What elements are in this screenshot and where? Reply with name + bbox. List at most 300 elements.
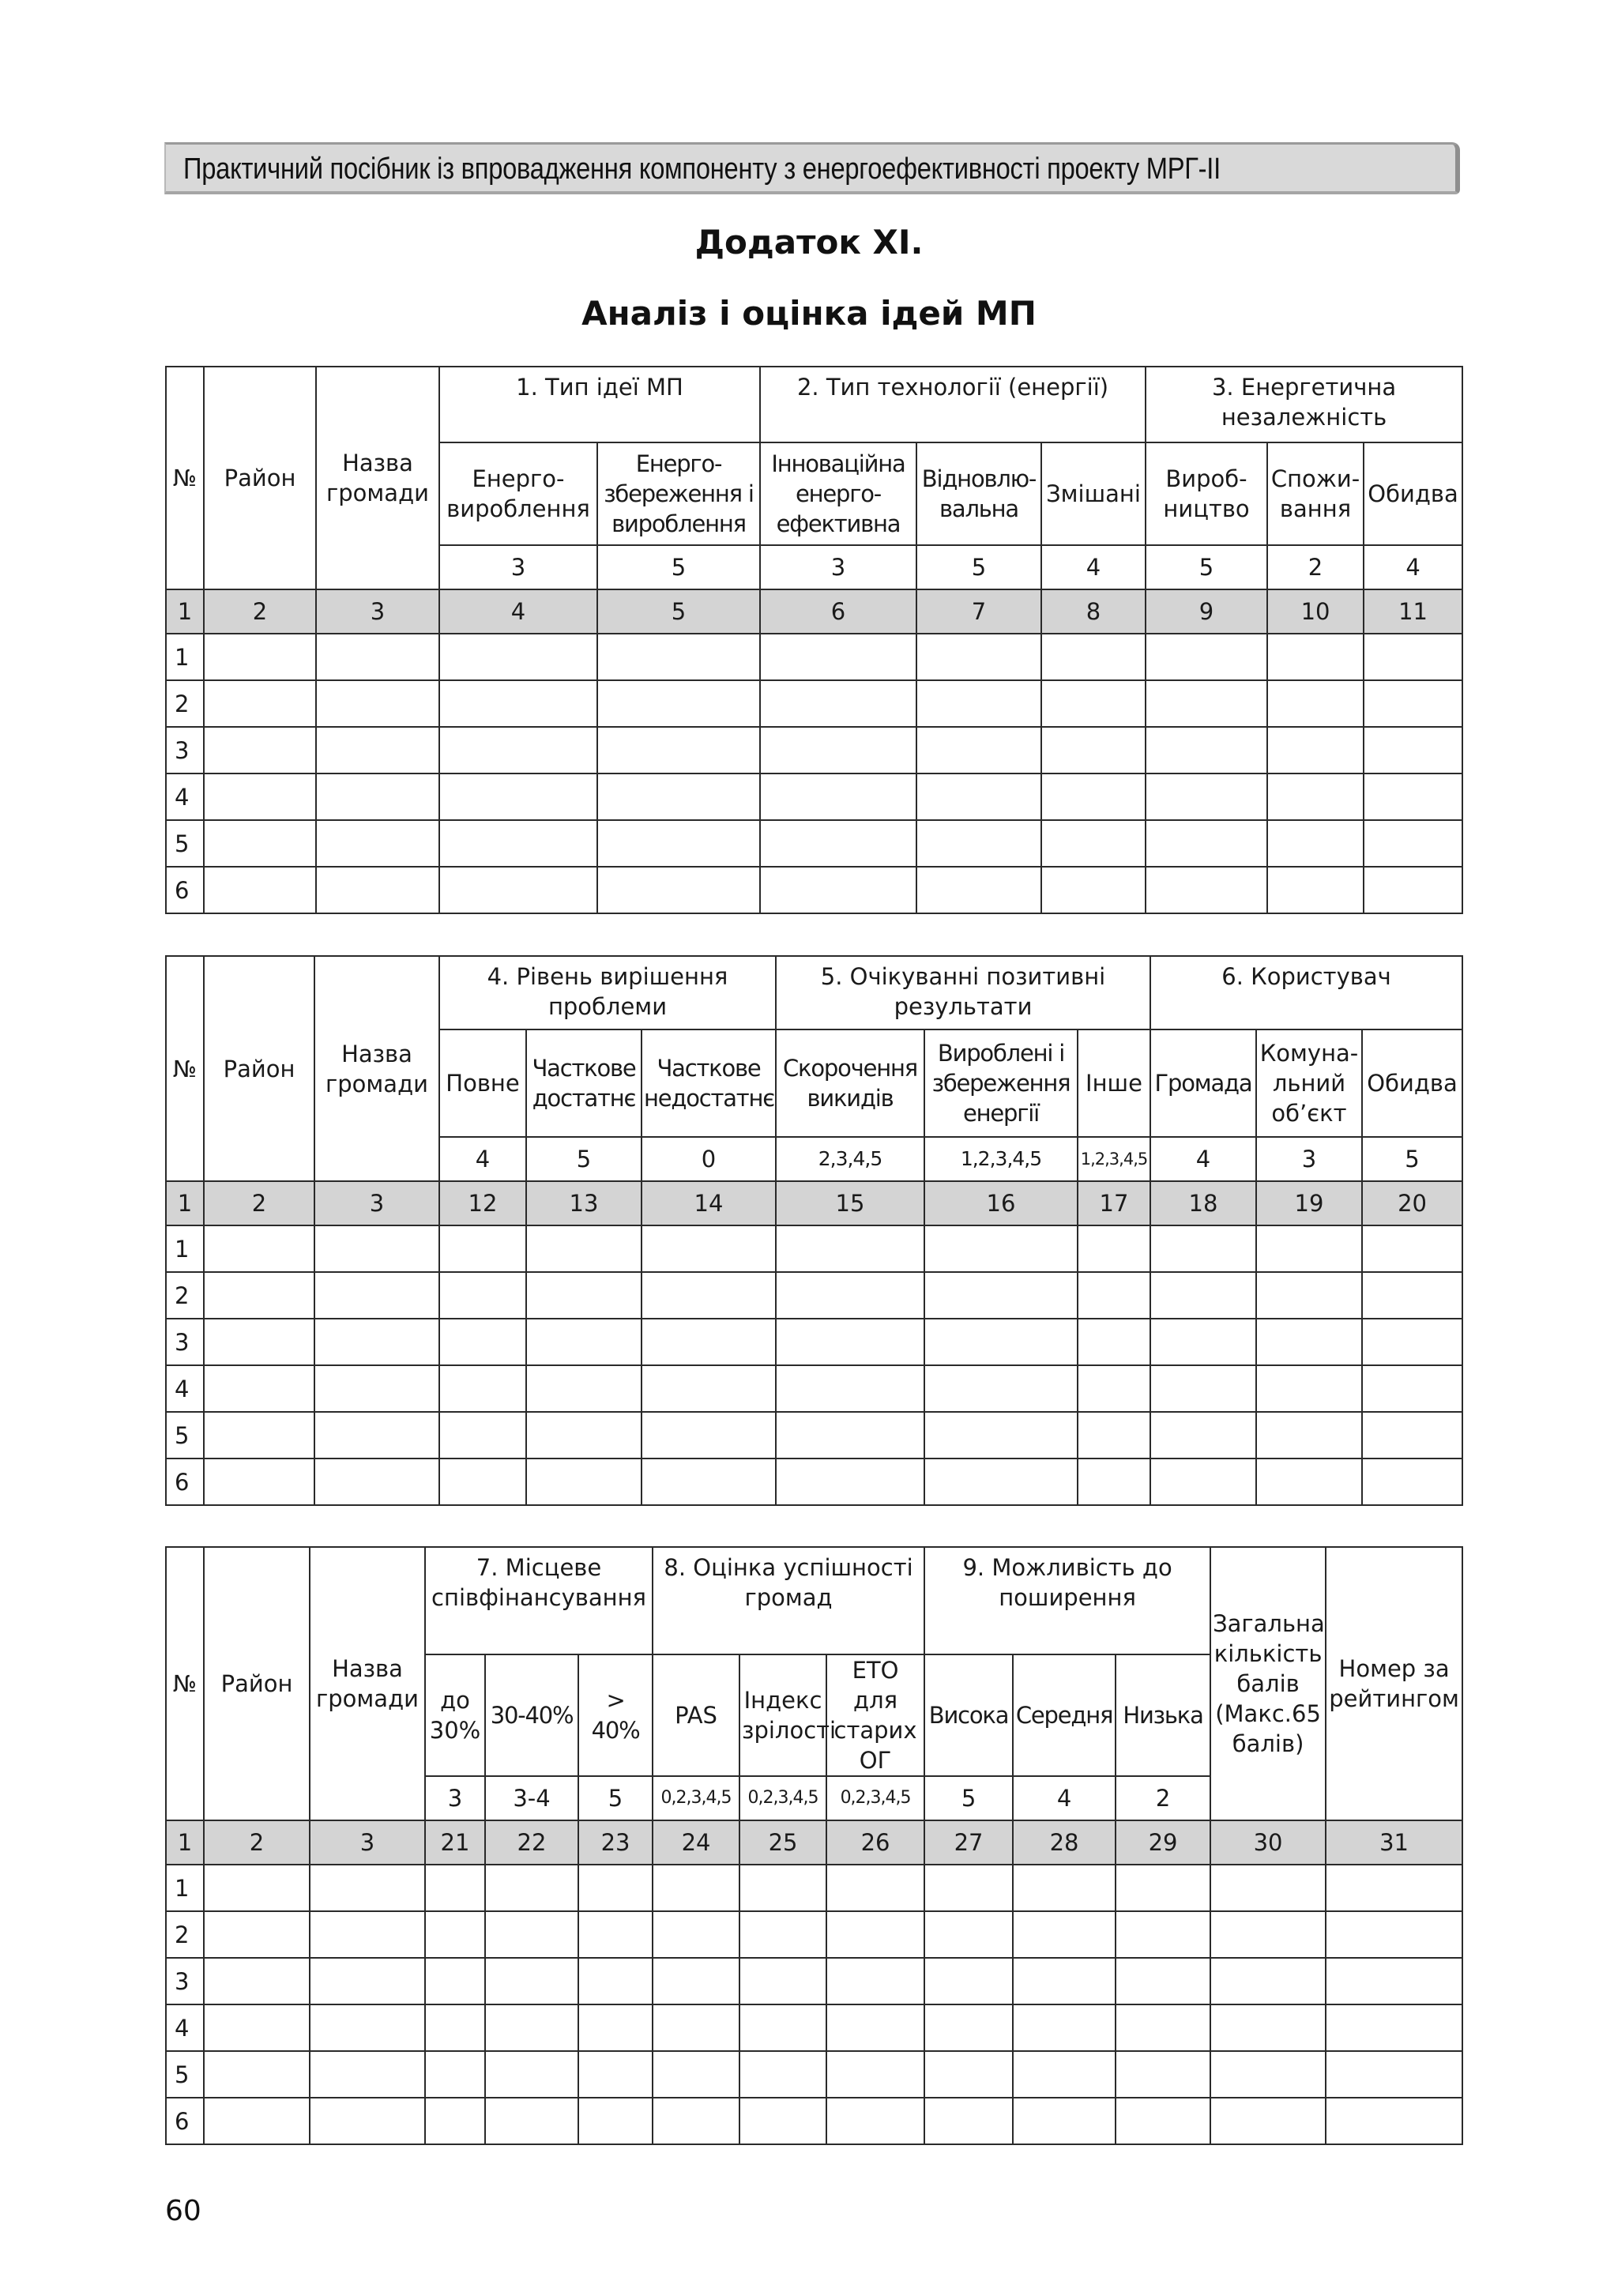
entry-cell[interactable]	[204, 1272, 314, 1319]
entry-cell[interactable]	[316, 820, 439, 867]
entry-cell[interactable]	[776, 1459, 924, 1505]
entry-cell[interactable]	[826, 1958, 924, 2004]
column-number: 17	[1078, 1181, 1150, 1225]
entry-cell[interactable]	[924, 1319, 1078, 1365]
group-technology-type: 2. Тип технології (енергії)	[760, 367, 1146, 442]
entry-cell[interactable]	[526, 1225, 642, 1272]
entry-cell[interactable]	[1116, 1958, 1210, 2004]
entry-cell[interactable]	[1364, 727, 1462, 773]
entry-cell[interactable]	[439, 820, 597, 867]
row-number: 5	[166, 1412, 204, 1459]
entry-cell[interactable]	[204, 1459, 314, 1505]
entry-cell[interactable]	[776, 1412, 924, 1459]
header-community: Назва громади	[310, 1547, 425, 1820]
entry-cell[interactable]	[204, 2098, 310, 2144]
entry-cell[interactable]	[204, 1911, 310, 1958]
sub-header: до 30%	[425, 1654, 485, 1776]
running-header-text: Практичний посібник із впровадження компоненту з енергоефективності проекту МРГ-ІІ	[183, 152, 1221, 186]
entry-cell[interactable]	[776, 1272, 924, 1319]
row-number: 1	[166, 634, 204, 680]
entry-cell[interactable]	[1326, 1958, 1462, 2004]
entry-cell[interactable]	[1116, 1911, 1210, 1958]
entry-cell[interactable]	[916, 773, 1041, 820]
entry-cell[interactable]	[1078, 1459, 1150, 1505]
score-cell: 0,2,3,4,5	[739, 1776, 826, 1820]
sub-header: > 40%	[578, 1654, 653, 1776]
entry-cell[interactable]	[526, 1412, 642, 1459]
entry-cell[interactable]	[1256, 1459, 1362, 1505]
entry-cell[interactable]	[739, 2098, 826, 2144]
row-number: 5	[166, 2051, 204, 2098]
entry-cell[interactable]	[425, 1865, 485, 1911]
entry-cell[interactable]	[316, 727, 439, 773]
entry-cell[interactable]	[578, 1958, 653, 2004]
score-cell: 2	[1116, 1776, 1210, 1820]
entry-cell[interactable]	[924, 1412, 1078, 1459]
entry-cell[interactable]	[1362, 1225, 1462, 1272]
sub-header: Енерго-вироблення	[439, 442, 597, 545]
row-number: 4	[166, 1365, 204, 1412]
score-cell: 2	[1267, 545, 1364, 589]
header-rank: Номер за рейтингом	[1326, 1547, 1462, 1820]
entry-cell[interactable]	[1267, 773, 1364, 820]
column-number: 22	[485, 1820, 578, 1865]
entry-cell[interactable]	[439, 680, 597, 727]
entry-cell[interactable]	[439, 1225, 526, 1272]
entry-cell[interactable]	[1364, 867, 1462, 913]
entry-cell[interactable]	[204, 680, 316, 727]
entry-cell[interactable]	[1013, 2004, 1116, 2051]
entry-cell[interactable]	[826, 2051, 924, 2098]
row-number: 2	[166, 680, 204, 727]
table-idea-type	[165, 366, 1463, 914]
column-number: 11	[1364, 589, 1462, 634]
entry-cell[interactable]	[314, 1412, 439, 1459]
sub-header: Обидва	[1362, 1029, 1462, 1137]
score-cell: 4	[1041, 545, 1146, 589]
entry-cell[interactable]	[1078, 1225, 1150, 1272]
entry-cell[interactable]	[1256, 1225, 1362, 1272]
entry-cell[interactable]	[1267, 820, 1364, 867]
entry-cell[interactable]	[1078, 1365, 1150, 1412]
entry-cell[interactable]	[1364, 773, 1462, 820]
entry-cell[interactable]	[1210, 2004, 1326, 2051]
row-number: 5	[166, 820, 204, 867]
entry-cell[interactable]	[1146, 680, 1267, 727]
entry-cell[interactable]	[1146, 867, 1267, 913]
entry-cell[interactable]	[1326, 2098, 1462, 2144]
entry-cell[interactable]	[826, 2004, 924, 2051]
group-cofinancing: 7. Місцеве співфінансування	[425, 1547, 653, 1654]
row-number: 4	[166, 2004, 204, 2051]
entry-cell[interactable]	[1210, 1865, 1326, 1911]
entry-cell[interactable]	[924, 1911, 1013, 1958]
entry-cell[interactable]	[1362, 1412, 1462, 1459]
entry-cell[interactable]	[314, 1272, 439, 1319]
score-cell: 5	[1146, 545, 1267, 589]
entry-cell[interactable]	[760, 773, 916, 820]
entry-cell[interactable]	[739, 2004, 826, 2051]
entry-cell[interactable]	[924, 1272, 1078, 1319]
sub-header: Низька	[1116, 1654, 1210, 1776]
entry-cell[interactable]	[1013, 2051, 1116, 2098]
entry-cell[interactable]	[526, 1459, 642, 1505]
score-cell: 5	[1362, 1137, 1462, 1181]
entry-cell[interactable]	[439, 1459, 526, 1505]
entry-cell[interactable]	[597, 820, 760, 867]
entry-cell[interactable]	[916, 820, 1041, 867]
entry-cell[interactable]	[924, 2004, 1013, 2051]
column-number: 7	[916, 589, 1041, 634]
entry-cell[interactable]	[1146, 820, 1267, 867]
sub-header: Енерго-збереження і вироблення	[597, 442, 760, 545]
entry-cell[interactable]	[1078, 1412, 1150, 1459]
entry-cell[interactable]	[916, 634, 1041, 680]
entry-cell[interactable]	[204, 634, 316, 680]
entry-cell[interactable]	[1116, 2098, 1210, 2144]
entry-cell[interactable]	[1150, 1225, 1256, 1272]
entry-cell[interactable]	[439, 867, 597, 913]
entry-cell[interactable]	[653, 1911, 739, 1958]
entry-cell[interactable]	[204, 2004, 310, 2051]
score-cell: 4	[1150, 1137, 1256, 1181]
entry-cell[interactable]	[439, 1412, 526, 1459]
entry-cell[interactable]	[439, 634, 597, 680]
entry-cell[interactable]	[653, 2004, 739, 2051]
entry-cell[interactable]	[1150, 1365, 1256, 1412]
header-no: №	[166, 956, 204, 1181]
entry-cell[interactable]	[739, 1865, 826, 1911]
column-number: 21	[425, 1820, 485, 1865]
column-number: 29	[1116, 1820, 1210, 1865]
entry-cell[interactable]	[425, 2098, 485, 2144]
entry-cell[interactable]	[1041, 773, 1146, 820]
group-success-assessment: 8. Оцінка успішності громад	[653, 1547, 924, 1654]
entry-cell[interactable]	[439, 773, 597, 820]
entry-cell[interactable]	[425, 1958, 485, 2004]
column-number: 2	[204, 1181, 314, 1225]
column-number: 3	[316, 589, 439, 634]
entry-cell[interactable]	[1267, 634, 1364, 680]
entry-cell[interactable]	[916, 680, 1041, 727]
entry-cell[interactable]	[760, 727, 916, 773]
entry-cell[interactable]	[642, 1272, 776, 1319]
entry-cell[interactable]	[578, 2098, 653, 2144]
row-number: 6	[166, 2098, 204, 2144]
running-header	[164, 142, 1460, 194]
column-number: 5	[597, 589, 760, 634]
entry-cell[interactable]	[1362, 1272, 1462, 1319]
entry-cell[interactable]	[204, 1365, 314, 1412]
entry-cell[interactable]	[1150, 1272, 1256, 1319]
row-number: 3	[166, 1319, 204, 1365]
column-number: 18	[1150, 1181, 1256, 1225]
score-cell: 5	[924, 1776, 1013, 1820]
column-number: 1	[166, 589, 204, 634]
column-number: 2	[204, 1820, 310, 1865]
entry-cell[interactable]	[439, 1365, 526, 1412]
entry-cell[interactable]	[485, 2051, 578, 2098]
entry-cell[interactable]	[1150, 1412, 1256, 1459]
entry-cell[interactable]	[1150, 1459, 1256, 1505]
entry-cell[interactable]	[485, 2004, 578, 2051]
row-number: 1	[166, 1225, 204, 1272]
entry-cell[interactable]	[1256, 1365, 1362, 1412]
column-number: 8	[1041, 589, 1146, 634]
sub-header: Відновлю-вальна	[916, 442, 1041, 545]
entry-cell[interactable]	[526, 1319, 642, 1365]
entry-cell[interactable]	[485, 1958, 578, 2004]
entry-cell[interactable]	[1210, 2098, 1326, 2144]
entry-cell[interactable]	[1116, 2004, 1210, 2051]
entry-cell[interactable]	[578, 2051, 653, 2098]
sub-header: 30-40%	[485, 1654, 578, 1776]
column-number: 16	[924, 1181, 1078, 1225]
table-problem-solution	[165, 955, 1463, 1506]
entry-cell[interactable]	[924, 1225, 1078, 1272]
entry-cell[interactable]	[642, 1319, 776, 1365]
column-number: 31	[1326, 1820, 1462, 1865]
entry-cell[interactable]	[425, 1911, 485, 1958]
sub-header: Вироб-ництво	[1146, 442, 1267, 545]
entry-cell[interactable]	[776, 1319, 924, 1365]
score-cell: 4	[439, 1137, 526, 1181]
group-energy-independence: 3. Енергетична незалежність	[1146, 367, 1462, 442]
column-number: 14	[642, 1181, 776, 1225]
entry-cell[interactable]	[1041, 634, 1146, 680]
entry-cell[interactable]	[1210, 1911, 1326, 1958]
entry-cell[interactable]	[1150, 1319, 1256, 1365]
entry-cell[interactable]	[1256, 1272, 1362, 1319]
entry-cell[interactable]	[826, 1911, 924, 1958]
entry-cell[interactable]	[1041, 867, 1146, 913]
entry-cell[interactable]	[485, 2098, 578, 2144]
page-number: 60	[165, 2195, 201, 2227]
entry-cell[interactable]	[1267, 867, 1364, 913]
entry-cell[interactable]	[1041, 727, 1146, 773]
sub-header: PAS	[653, 1654, 739, 1776]
entry-cell[interactable]	[776, 1225, 924, 1272]
entry-cell[interactable]	[760, 680, 916, 727]
entry-cell[interactable]	[204, 1225, 314, 1272]
entry-cell[interactable]	[310, 2004, 425, 2051]
entry-cell[interactable]	[204, 1958, 310, 2004]
sub-header: Індекс зрілості	[739, 1654, 826, 1776]
header-community: Назва громади	[316, 367, 439, 589]
entry-cell[interactable]	[526, 1365, 642, 1412]
entry-cell[interactable]	[760, 867, 916, 913]
sub-header: Змішані	[1041, 442, 1146, 545]
entry-cell[interactable]	[597, 634, 760, 680]
entry-cell[interactable]	[1256, 1412, 1362, 1459]
entry-cell[interactable]	[204, 820, 316, 867]
entry-cell[interactable]	[1364, 680, 1462, 727]
column-number: 26	[826, 1820, 924, 1865]
entry-cell[interactable]	[826, 2098, 924, 2144]
sub-header: Часткове недостатнє	[642, 1029, 776, 1137]
entry-cell[interactable]	[653, 1958, 739, 2004]
entry-cell[interactable]	[485, 1865, 578, 1911]
entry-cell[interactable]	[204, 1865, 310, 1911]
entry-cell[interactable]	[1041, 680, 1146, 727]
entry-cell[interactable]	[1326, 2004, 1462, 2051]
entry-cell[interactable]	[425, 2051, 485, 2098]
entry-cell[interactable]	[642, 1225, 776, 1272]
entry-cell[interactable]	[1210, 2051, 1326, 2098]
row-number: 6	[166, 1459, 204, 1505]
entry-cell[interactable]	[578, 1865, 653, 1911]
entry-cell[interactable]	[1326, 1865, 1462, 1911]
entry-cell[interactable]	[1013, 1865, 1116, 1911]
sub-header: Вироблені і збереження енергії	[924, 1029, 1078, 1137]
entry-cell[interactable]	[316, 773, 439, 820]
score-cell: 0,2,3,4,5	[826, 1776, 924, 1820]
row-number: 3	[166, 727, 204, 773]
page-title: Аналіз і оцінка ідей МП	[581, 294, 1037, 333]
entry-cell[interactable]	[204, 773, 316, 820]
score-cell: 5	[578, 1776, 653, 1820]
entry-cell[interactable]	[1267, 727, 1364, 773]
row-number: 6	[166, 867, 204, 913]
entry-cell[interactable]	[1256, 1319, 1362, 1365]
score-cell: 5	[916, 545, 1041, 589]
entry-cell[interactable]	[653, 1865, 739, 1911]
entry-cell[interactable]	[310, 2051, 425, 2098]
entry-cell[interactable]	[1146, 773, 1267, 820]
entry-cell[interactable]	[316, 680, 439, 727]
entry-cell[interactable]	[316, 867, 439, 913]
entry-cell[interactable]	[1364, 634, 1462, 680]
entry-cell[interactable]	[439, 727, 597, 773]
entry-cell[interactable]	[310, 2098, 425, 2144]
score-cell: 3	[425, 1776, 485, 1820]
sub-header: Громада	[1150, 1029, 1256, 1137]
entry-cell[interactable]	[826, 1865, 924, 1911]
entry-cell[interactable]	[310, 1911, 425, 1958]
entry-cell[interactable]	[642, 1412, 776, 1459]
entry-cell[interactable]	[578, 2004, 653, 2051]
score-cell: 5	[597, 545, 760, 589]
entry-cell[interactable]	[310, 1958, 425, 2004]
score-cell: 5	[526, 1137, 642, 1181]
column-number: 9	[1146, 589, 1267, 634]
entry-cell[interactable]	[653, 2051, 739, 2098]
entry-cell[interactable]	[1041, 820, 1146, 867]
row-number: 4	[166, 773, 204, 820]
entry-cell[interactable]	[642, 1459, 776, 1505]
column-number: 3	[310, 1820, 425, 1865]
entry-cell[interactable]	[1210, 1958, 1326, 2004]
column-number: 10	[1267, 589, 1364, 634]
column-number: 4	[439, 589, 597, 634]
entry-cell[interactable]	[485, 1911, 578, 1958]
entry-cell[interactable]	[1146, 727, 1267, 773]
entry-cell[interactable]	[924, 2051, 1013, 2098]
entry-cell[interactable]	[1078, 1319, 1150, 1365]
entry-cell[interactable]	[439, 1272, 526, 1319]
sub-header: ЕТО для старих ОГ	[826, 1654, 924, 1776]
entry-cell[interactable]	[597, 773, 760, 820]
entry-cell[interactable]	[1116, 1865, 1210, 1911]
entry-cell[interactable]	[642, 1365, 776, 1412]
column-number: 27	[924, 1820, 1013, 1865]
entry-cell[interactable]	[204, 867, 316, 913]
entry-cell[interactable]	[739, 1911, 826, 1958]
entry-cell[interactable]	[204, 727, 316, 773]
entry-cell[interactable]	[739, 2051, 826, 2098]
score-cell: 1,2,3,4,5	[924, 1137, 1078, 1181]
entry-cell[interactable]	[1362, 1365, 1462, 1412]
sub-header: Скорочення викидів	[776, 1029, 924, 1137]
entry-cell[interactable]	[916, 867, 1041, 913]
entry-cell[interactable]	[924, 1365, 1078, 1412]
entry-cell[interactable]	[597, 867, 760, 913]
entry-cell[interactable]	[314, 1459, 439, 1505]
entry-cell[interactable]	[924, 1459, 1078, 1505]
entry-cell[interactable]	[1362, 1459, 1462, 1505]
column-number: 28	[1013, 1820, 1116, 1865]
entry-cell[interactable]	[1146, 634, 1267, 680]
row-number: 2	[166, 1911, 204, 1958]
entry-cell[interactable]	[653, 2098, 739, 2144]
entry-cell[interactable]	[597, 680, 760, 727]
header-no: №	[166, 1547, 204, 1820]
sub-header: Інноваційна енерго-ефективна	[760, 442, 916, 545]
entry-cell[interactable]	[204, 1412, 314, 1459]
score-cell: 0	[642, 1137, 776, 1181]
entry-cell[interactable]	[924, 1865, 1013, 1911]
entry-cell[interactable]	[1013, 2098, 1116, 2144]
header-total-score: Загальна кількість балів (Макс.65 балів)	[1210, 1547, 1326, 1820]
entry-cell[interactable]	[916, 727, 1041, 773]
entry-cell[interactable]	[314, 1365, 439, 1412]
entry-cell[interactable]	[314, 1225, 439, 1272]
entry-cell[interactable]	[425, 2004, 485, 2051]
entry-cell[interactable]	[597, 727, 760, 773]
entry-cell[interactable]	[739, 1958, 826, 2004]
entry-cell[interactable]	[760, 634, 916, 680]
column-number: 1	[166, 1181, 204, 1225]
entry-cell[interactable]	[1116, 2051, 1210, 2098]
sub-header: Повне	[439, 1029, 526, 1137]
entry-cell[interactable]	[204, 1319, 314, 1365]
header-district: Район	[204, 956, 314, 1181]
entry-cell[interactable]	[924, 2098, 1013, 2144]
group-dissemination: 9. Можливість до поширення	[924, 1547, 1210, 1654]
entry-cell[interactable]	[760, 820, 916, 867]
entry-cell[interactable]	[204, 2051, 310, 2098]
entry-cell[interactable]	[314, 1319, 439, 1365]
entry-cell[interactable]	[578, 1911, 653, 1958]
entry-cell[interactable]	[1267, 680, 1364, 727]
entry-cell[interactable]	[1326, 1911, 1462, 1958]
entry-cell[interactable]	[439, 1319, 526, 1365]
entry-cell[interactable]	[526, 1272, 642, 1319]
entry-cell[interactable]	[1078, 1272, 1150, 1319]
entry-cell[interactable]	[316, 634, 439, 680]
entry-cell[interactable]	[776, 1365, 924, 1412]
entry-cell[interactable]	[1013, 1958, 1116, 2004]
entry-cell[interactable]	[1364, 820, 1462, 867]
column-number: 13	[526, 1181, 642, 1225]
entry-cell[interactable]	[1013, 1911, 1116, 1958]
entry-cell[interactable]	[1326, 2051, 1462, 2098]
entry-cell[interactable]	[1362, 1319, 1462, 1365]
column-number: 15	[776, 1181, 924, 1225]
score-cell: 4	[1364, 545, 1462, 589]
entry-cell[interactable]	[924, 1958, 1013, 2004]
entry-cell[interactable]	[310, 1865, 425, 1911]
